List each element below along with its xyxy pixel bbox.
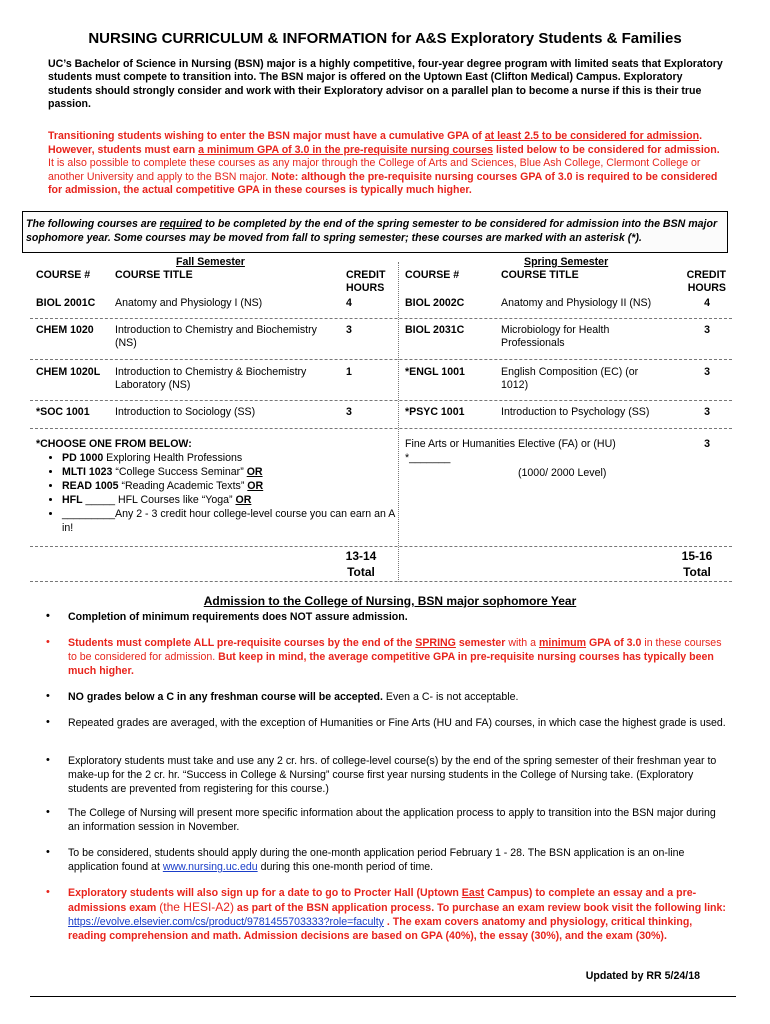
elective-title: Fine Arts or Humanities Elective (FA) or (HU) bbox=[405, 438, 616, 450]
footer-rule bbox=[30, 996, 736, 997]
elective-level: (1000/ 2000 Level) bbox=[518, 467, 607, 479]
fall-total: 13-14 Total bbox=[345, 549, 377, 579]
spring-total: 15-16 Total bbox=[681, 549, 713, 579]
admission-bullet: • The College of Nursing will present more specific information about the application process to apply to transition into the BSN major during an information session in November. bbox=[46, 806, 716, 833]
fall-col-credit: CREDIT HOURS bbox=[346, 269, 386, 294]
choose-one-heading: *CHOOSE ONE FROM BELOW: bbox=[36, 438, 192, 450]
document-page: NURSING CURRICULUM & INFORMATION for A&S Exploratory Students & Families UC’s Bachelor of Science in Nursing (BSN) major is a highly competitive, four-year degree program with limited seats that Exploratory students must compete to transition into. The BSN major is offered on the Uptown East (Clifton Medical) Campus. Exploratory students should strongly consider and work with their Exploratory advisor on a parallel plan to become a nurse if this is their true passion. Transitioning students wishing to enter the BSN major must have a cumulative GPA of at least 2.5 to be considered for admission. However, students must earn a minimum GPA of 3.0 in the pre-requisite nursing courses listed below to be considered for admission. It is also possible to complete these courses as any major through the College of Arts and Sciences, Blue Ash College, Clermont College or another University and apply to the BSN major. Note: although the pre-requisite nursing courses GPA of 3.0 is required to be considered for admission, the actual competitive GPA in these courses is typically much higher. The following courses are required to be completed by the end of the spring semester to be considered for admission into the BSN major sophomore year. Some courses may be moved from fall to spring semester; these courses are marked with an asterisk (*). Fall Semester Spring Semester COURSE # COURSE TITLE CREDIT HOURS COURSE # COURSE TITLE CREDIT HOURS BIOL 2001C Anatomy and Physiology I (NS) 4 CHEM 1020 Introduction to Chemistry and Biochemistry (NS) 3 CHEM 1020L Introduction to Chemistry & Biochemistry Laboratory (NS) 1 *SOC 1001 Introduction to Sociology (SS) 3 BIOL 2002C Anatomy and Physiology II (NS) 4 BIOL 2031C Microbiology for Health Professionals 3 *ENGL 1001 English Composition (EC) (or 1012) 3 *PSYC 1001 Introduction to Psychology (SS) 3 *CHOOSE ONE FROM BELOW: • PD 1000 Exploring Health Professions • MLTI 1023 “College Success Seminar” OR • READ 1005 “Reading Academic Texts” OR • HFL _____ HFL Courses like “Yoga” OR • _________Any 2 - 3 credit hour college-level course you can earn an A in! Fine Arts or Humanities Elective (FA) or (HU) *_______ (1000/ 2000 Level) 3 13-14 Total 15-16 Total Admission to the College of Nursing, BSN major sophomore Year • Completion of minimum requirements does NOT assure admission. • Students must complete ALL pre-requisite courses by the end of the SPRING semester with a minimum GPA of 3.0 in these courses to be considered for admission. But keep in mind, the average competitive GPA in pre-requisite nursing courses has typically been much higher. • NO grades below a C in any freshman course will be accepted. Even a C- is not acceptable. • Repeated grades are averaged, with the exception of Humanities or Fine Arts (HU and FA) courses, in which case the highest grade is used. • Exploratory students must take and use any 2 cr. hrs. of college-level course(s) by the end of the spring semester of their freshman year to make-up for the 2 cr. hr. “Success in College & Nursing” course first year nursing students in the College of Nursing take. (Exploratory students are prevented from registering for this course.) • The College of Nursing will present more specific information about the application process to apply to transition into the BSN major during an information session in November. • To be considered, students should apply during the one-month application period February 1 - 28. The BSN application is an on-line application found at www.nursing.uc.edu during this one-month period of time. • Exploratory students will also sign up for a date to go to Procter Hall (Uptown East Campus) to complete an essay and a pre-admissions exam (the HESI-A2) as part of the BSN application process. To purchase an exam review book visit the following link: https://evolve.elsevier.com/cs/product/9781455703333?role=faculty . The exam covers anatomy and physiology, critical thinking, reading comprehension and math. Admission decisions are based on GPA (40%), the essay (30%), and the exam (30%). Updated by RR 5/24/18 bbox=[0, 0, 770, 1024]
table-divider bbox=[30, 581, 732, 582]
admission-bullet: • Students must complete ALL pre-requisite courses by the end of the SPRING semester with a minimum GPA of 3.0 in these courses to be considered for admission. But keep in mind, the average competitive GPA in pre-requisite nursing courses has typically been much higher. bbox=[46, 636, 722, 677]
admission-bullet: • NO grades below a C in any freshman course will be accepted. Even a C- is not acceptable. bbox=[46, 690, 519, 703]
fall-semester-heading: Fall Semester bbox=[176, 256, 245, 268]
spring-col-credit: CREDIT HOURS bbox=[686, 269, 726, 294]
bullet-icon: • bbox=[46, 690, 50, 702]
bullet-icon: • bbox=[46, 716, 50, 728]
admission-bullet: • Exploratory students must take and use any 2 cr. hrs. of college-level course(s) by the end of the spring semester of their freshman year to make-up for the 2 cr. hr. “Success in College & Nursing” course first year nursing students in the College of Nursing take. (Exploratory students are prevented from registering for this course.) bbox=[46, 754, 717, 795]
bullet-icon: • bbox=[46, 806, 50, 818]
table-divider bbox=[30, 400, 732, 401]
spring-semester-heading: Spring Semester bbox=[524, 256, 609, 268]
nursing-website-link[interactable]: www.nursing.uc.edu bbox=[162, 861, 258, 873]
table-divider bbox=[30, 428, 732, 429]
list-item: • PD 1000 Exploring Health Professions bbox=[62, 451, 396, 465]
page-title: NURSING CURRICULUM & INFORMATION for A&S Exploratory Students & Families bbox=[88, 30, 682, 47]
intro-paragraph: UC’s Bachelor of Science in Nursing (BSN) major is a highly competitive, four-year degree program with limited seats that Exploratory students must compete to transition into. The BSN major is offered on the Uptown East (Clifton Medical) Campus. Exploratory students should strongly consider and work with their Exploratory advisor on a parallel plan to become a nurse if this is their true passion. bbox=[48, 58, 723, 111]
admission-bullet: • Completion of minimum requirements does NOT assure admission. bbox=[46, 610, 408, 623]
bullet-icon: • bbox=[46, 636, 50, 648]
table-divider bbox=[30, 318, 732, 319]
list-item: • READ 1005 “Reading Academic Texts” OR bbox=[62, 479, 396, 493]
admission-bullet: • Repeated grades are averaged, with the exception of Humanities or Fine Arts (HU and FA) courses, in which case the highest grade is used. bbox=[46, 716, 726, 729]
exam-review-book-link[interactable]: https://evolve.elsevier.com/cs/product/9781455703333?role=faculty bbox=[68, 916, 384, 928]
bullet-icon: • bbox=[46, 886, 50, 898]
fall-col-title: COURSE TITLE bbox=[115, 269, 193, 281]
bullet-icon: • bbox=[46, 754, 50, 766]
required-courses-box: The following courses are required to be completed by the end of the spring semester to be considered for admission into the BSN major sophomore year. Some courses may be moved from fall to spring semester; these courses are marked with an asterisk (*). bbox=[22, 211, 728, 253]
spring-col-course: COURSE # bbox=[405, 269, 460, 281]
elective-blank: *_______ bbox=[405, 452, 451, 464]
transition-paragraph: Transitioning students wishing to enter the BSN major must have a cumulative GPA of at least 2.5 to be considered for admission. However, students must earn a minimum GPA of 3.0 in the pre-requisite nursing courses listed below to be considered for admission. It is also possible to complete these courses as any major through the College of Arts and Sciences, Blue Ash College, Clermont College or another University and apply to the BSN major. Note: although the pre-requisite nursing courses GPA of 3.0 is required to be considered for admission, the actual competitive GPA in these courses is typically much higher. bbox=[48, 130, 720, 197]
admission-bullet: • Exploratory students will also sign up for a date to go to Procter Hall (Uptown East Campus) to complete an essay and a pre-admissions exam (the HESI-A2) as part of the BSN application process. To purchase an exam review book visit the following link: https://evolve.elsevier.com/cs/product/9781455703333?role=faculty . The exam covers anatomy and physiology, critical thinking, reading comprehension and math. Admission decisions are based on GPA (40%), the essay (30%), and the exam (30%). bbox=[46, 886, 726, 942]
list-item: • _________Any 2 - 3 credit hour college-level course you can earn an A in! bbox=[62, 507, 396, 535]
table-divider bbox=[30, 359, 732, 360]
spring-col-title: COURSE TITLE bbox=[501, 269, 579, 281]
admission-bullet: • To be considered, students should apply during the one-month application period February 1 - 28. The BSN application is an on-line application found at www.nursing.uc.edu during this one-month period of time. bbox=[46, 846, 685, 873]
bullet-icon: • bbox=[46, 610, 50, 622]
list-item: • MLTI 1023 “College Success Seminar” OR bbox=[62, 465, 396, 479]
table-divider bbox=[30, 546, 732, 547]
list-item: • HFL _____ HFL Courses like “Yoga” OR bbox=[62, 493, 396, 507]
admission-heading: Admission to the College of Nursing, BSN major sophomore Year bbox=[203, 594, 577, 608]
elective-credit: 3 bbox=[704, 438, 710, 450]
choose-one-list bbox=[36, 437, 396, 535]
bullet-icon: • bbox=[46, 846, 50, 858]
updated-note: Updated by RR 5/24/18 bbox=[585, 970, 700, 982]
fall-col-course: COURSE # bbox=[36, 269, 91, 281]
table-column-divider bbox=[398, 262, 399, 582]
